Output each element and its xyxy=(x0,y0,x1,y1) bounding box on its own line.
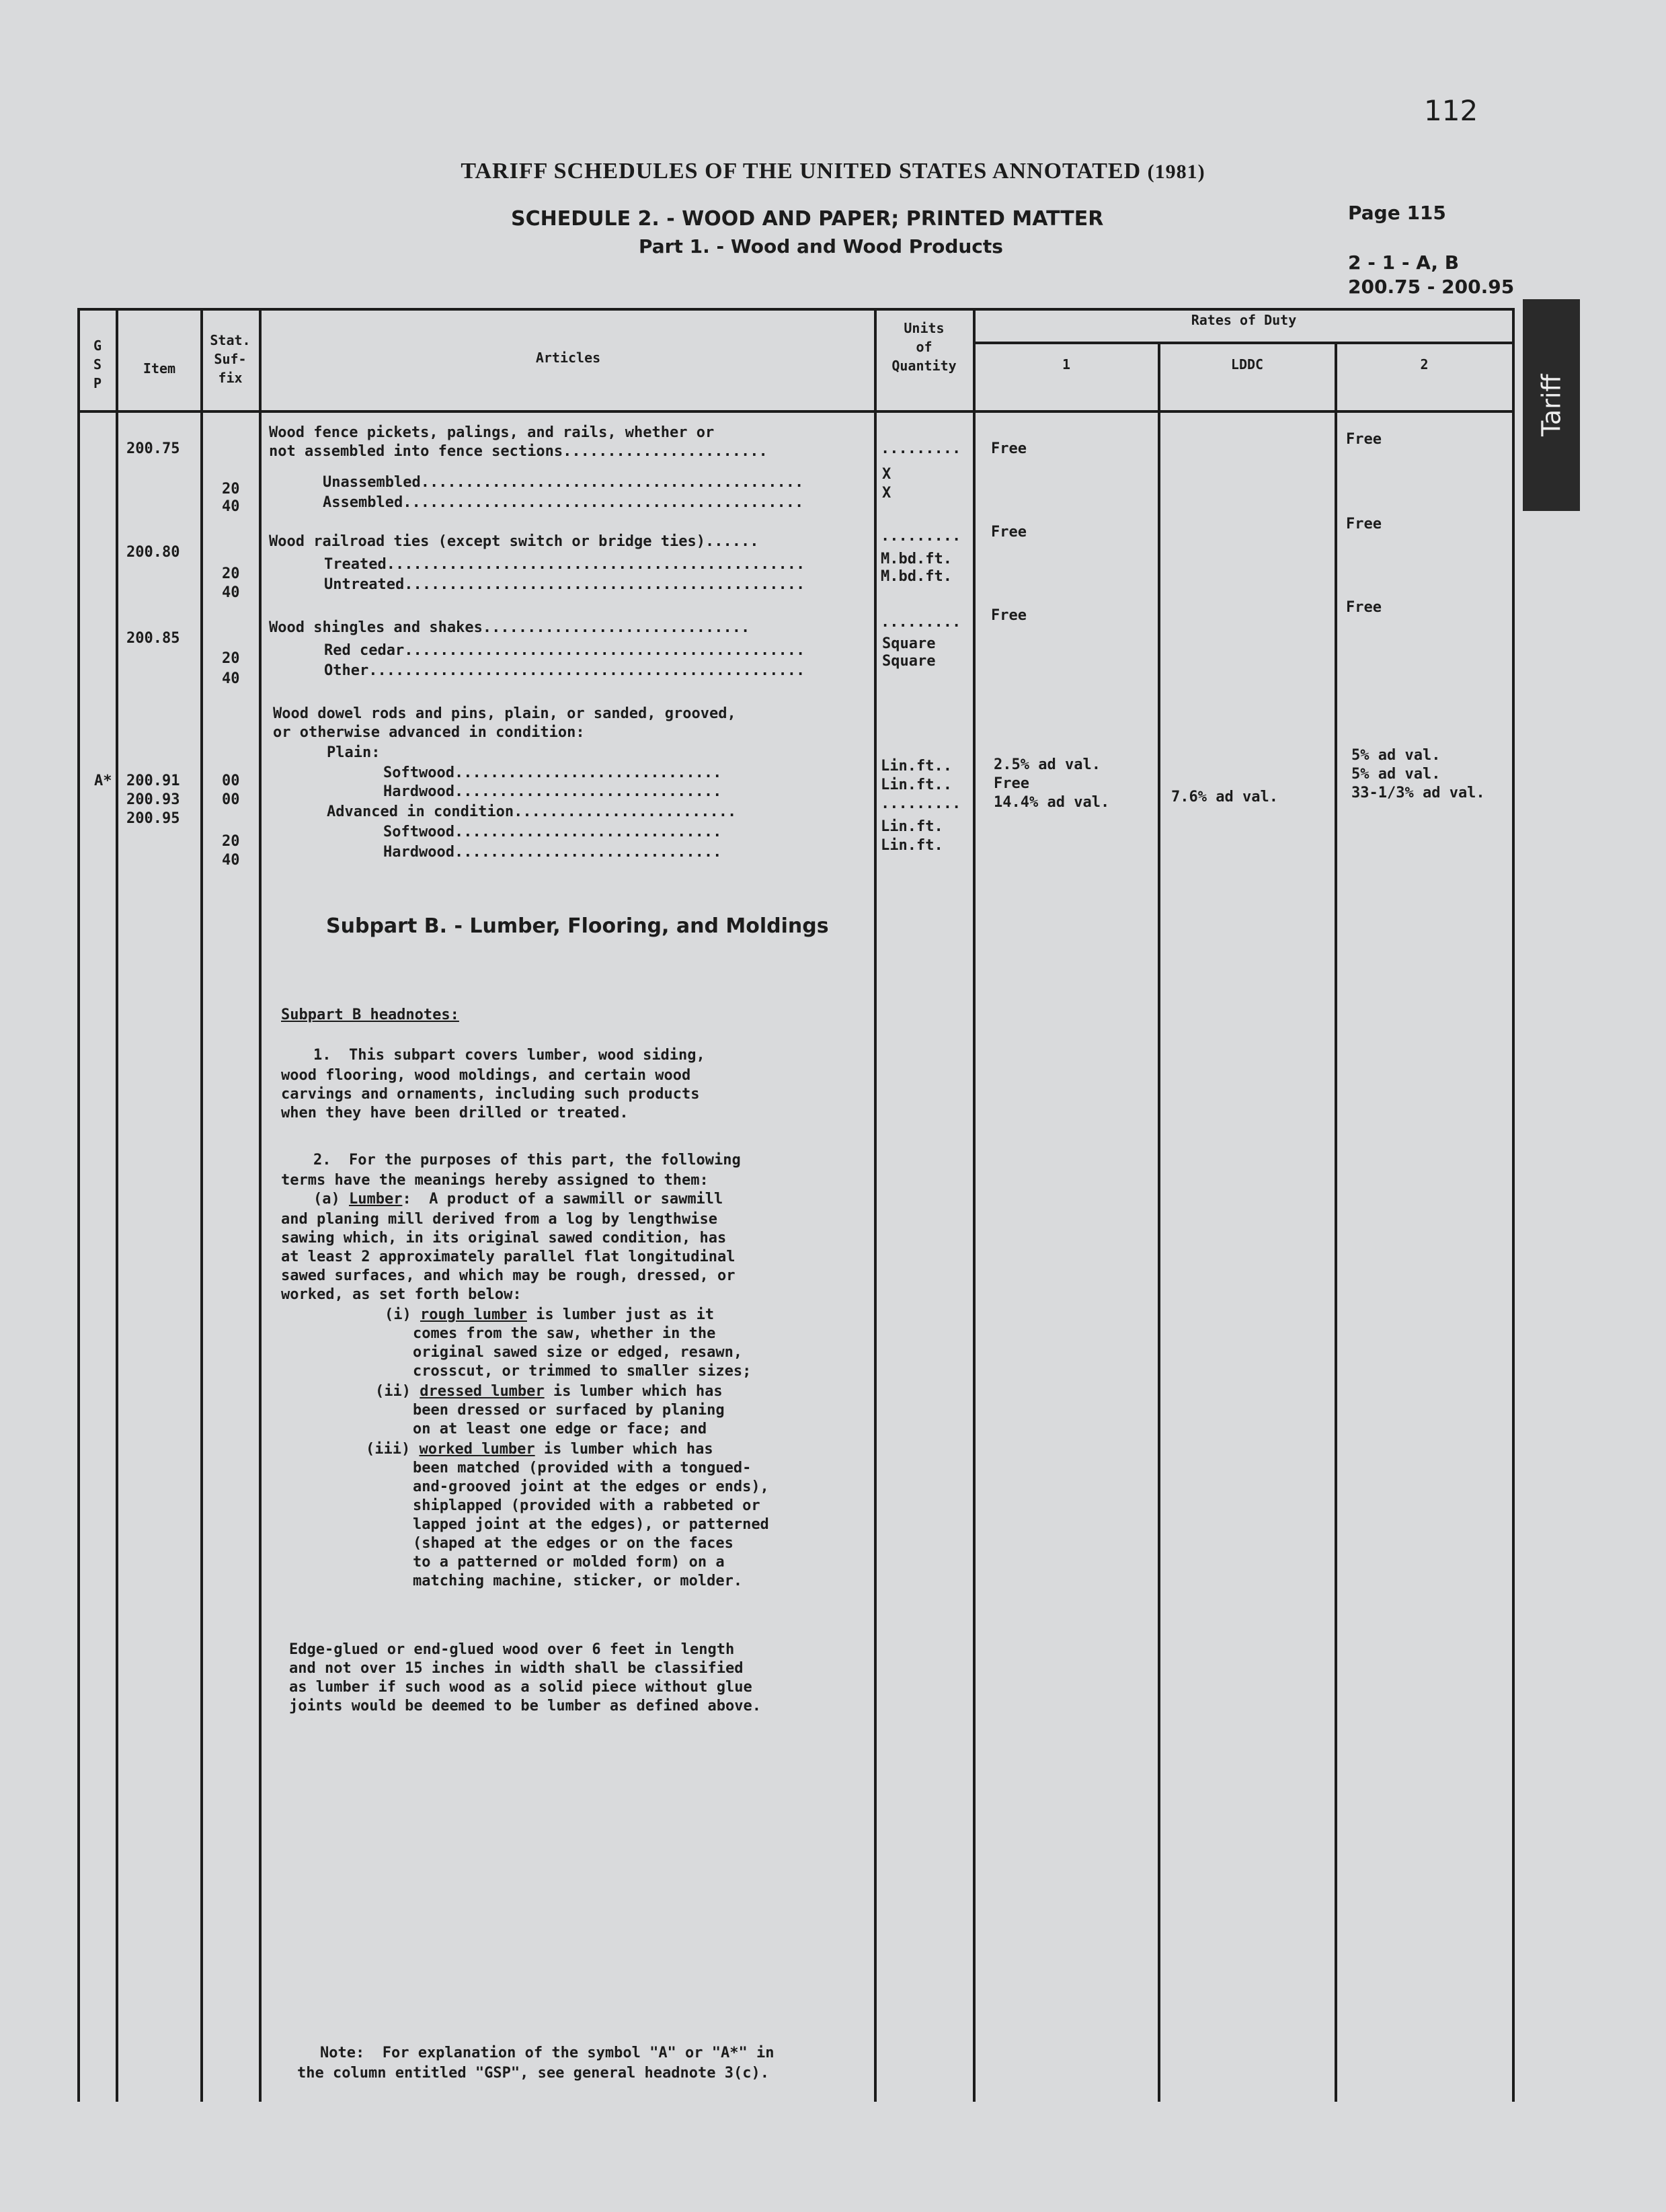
units-header xyxy=(875,319,973,375)
units-assembled: X xyxy=(882,485,891,502)
definition-worked-line: lapped joint at the edges), or patterned xyxy=(413,1516,769,1533)
units-200-91: Lin.ft.. xyxy=(881,758,952,775)
definition-a-rest: : A product of a sawmill or sawmill xyxy=(402,1191,723,1208)
article-shingles: Wood shingles and shakes.............................. xyxy=(269,619,750,636)
headnote-1-line: carvings and ornaments, including such products xyxy=(281,1086,700,1103)
definition-lumber-line: sawed surfaces, and which may be rough, dressed, or xyxy=(281,1267,736,1284)
article-red-cedar: Red cedar............................................. xyxy=(324,642,805,659)
footnote-line: Note: For explanation of the symbol "A" or "A*" in xyxy=(320,2045,775,2061)
rate2-header: 2 xyxy=(1420,356,1429,372)
rates-of-duty-header: Rates of Duty xyxy=(1191,312,1297,328)
gsp-200-91: A* xyxy=(94,773,112,789)
definition-worked-line: (shaped at the edges or on the faces xyxy=(413,1535,733,1552)
item-200-85: 200.85 xyxy=(126,630,180,647)
units-header-line3: Quantity xyxy=(891,358,957,374)
units-column-divider xyxy=(973,308,976,2102)
table-left-border xyxy=(77,308,80,2102)
rate1-200-85: Free xyxy=(991,607,1027,624)
units-other: Square xyxy=(882,653,936,670)
units-unassembled: X xyxy=(882,466,891,483)
title-text: TARIFF SCHEDULES OF THE UNITED STATES ANNOTATED xyxy=(461,159,1142,184)
article-other: Other................................................. xyxy=(324,662,805,679)
edge-glued-line: Edge-glued or end-glued wood over 6 feet in length xyxy=(289,1641,735,1658)
definition-rough-line: original sawed size or edged, resawn, xyxy=(413,1344,743,1361)
definition-i-rest: is lumber just as it xyxy=(526,1306,715,1323)
rate2-200-95: 33-1/3% ad val. xyxy=(1351,785,1485,801)
stat-header-line1: Stat. xyxy=(210,332,251,348)
gsp-header-p: P xyxy=(93,375,102,391)
units-200-75: ......... xyxy=(881,440,961,457)
definition-worked-line: to a patterned or molded form) on a xyxy=(413,1554,725,1571)
article-railroad-ties: Wood railroad ties (except switch or bridge ties)...... xyxy=(269,533,759,550)
stat-200-75-40: 40 xyxy=(222,498,240,515)
article-advanced-in-condition: Advanced in condition......................... xyxy=(327,803,737,820)
units-softwood-advanced: Lin.ft. xyxy=(881,818,943,835)
lddc-column-divider xyxy=(1335,342,1337,2102)
stat-200-95-40: 40 xyxy=(222,852,240,869)
article-unassembled: Unassembled........................................... xyxy=(323,474,804,491)
definition-i-label: (i) xyxy=(385,1306,420,1323)
item-header: Item xyxy=(143,360,176,377)
definition-worked-line: been matched (provided with a tongued- xyxy=(413,1460,752,1476)
headnote-1-line: when they have been drilled or treated. xyxy=(281,1105,629,1121)
rate2-200-91: 5% ad val. xyxy=(1351,747,1441,764)
part-heading: Part 1. - Wood and Wood Products xyxy=(639,235,1003,258)
headnote-1-line: 1. This subpart covers lumber, wood siding, xyxy=(313,1047,705,1064)
articles-column-divider xyxy=(874,308,877,2102)
stat-200-80-20: 20 xyxy=(222,565,240,582)
definition-dressed-line: on at least one edge or face; and xyxy=(413,1421,707,1437)
headnotes-heading: Subpart B headnotes: xyxy=(281,1006,459,1023)
stat-200-93: 00 xyxy=(222,791,240,808)
definition-lumber-line: worked, as set forth below: xyxy=(281,1286,522,1303)
rate1-200-93: Free xyxy=(994,775,1029,792)
article-fence-sections: not assembled into fence sections....................... xyxy=(269,443,768,460)
article-treated: Treated............................................... xyxy=(324,556,805,573)
stat-200-85-40: 40 xyxy=(222,670,240,687)
definition-worked-line: matching machine, sticker, or molder. xyxy=(413,1573,743,1589)
page-number: 112 xyxy=(1424,94,1478,127)
stat-header-line2: Suf- xyxy=(214,351,247,367)
article-fence-pickets: Wood fence pickets, palings, and rails, whether or xyxy=(269,424,715,441)
definition-ii-rest: is lumber which has xyxy=(544,1383,723,1400)
article-softwood-advanced: Softwood.............................. xyxy=(383,824,722,840)
edge-glued-line: as lumber if such wood as a solid piece without glue xyxy=(289,1679,752,1696)
stat-column-divider xyxy=(259,308,262,2102)
definition-ii-label: (ii) xyxy=(375,1383,420,1400)
definition-dressed-line: been dressed or surfaced by planing xyxy=(413,1402,725,1419)
title-year: (1981) xyxy=(1147,161,1205,183)
gsp-column-divider xyxy=(116,308,118,2102)
schedule-heading: SCHEDULE 2. - WOOD AND PAPER; PRINTED MATTER xyxy=(511,207,1104,231)
articles-header: Articles xyxy=(535,350,601,366)
definition-lumber-line: at least 2 approximately parallel flat longitudinal xyxy=(281,1249,736,1265)
article-hardwood-plain: Hardwood.............................. xyxy=(383,783,722,800)
rate2-200-80: Free xyxy=(1346,516,1382,532)
lddc-header: LDDC xyxy=(1230,356,1264,372)
lddc-200-95: 7.6% ad val. xyxy=(1171,789,1278,805)
stat-200-80-40: 40 xyxy=(222,584,240,601)
definition-lumber-line: and planing mill derived from a log by lengthwise xyxy=(281,1211,718,1228)
units-header-line1: Units xyxy=(904,320,945,336)
definition-lumber xyxy=(313,1190,723,1209)
definition-worked-line: shiplapped (provided with a rabbeted or xyxy=(413,1497,760,1514)
rate1-200-91: 2.5% ad val. xyxy=(994,756,1101,773)
tariff-tab-label: Tariff xyxy=(1536,374,1566,436)
definition-dressed-lumber xyxy=(375,1382,723,1401)
gsp-header xyxy=(79,336,116,393)
item-range: 200.75 - 200.95 xyxy=(1348,276,1515,298)
edge-glued-line: and not over 15 inches in width shall be classified xyxy=(289,1660,744,1677)
rate2-200-93: 5% ad val. xyxy=(1351,766,1441,783)
item-200-80: 200.80 xyxy=(126,544,180,561)
header-bottom-border xyxy=(77,410,1515,413)
definition-rough-line: crosscut, or trimmed to smaller sizes; xyxy=(413,1363,752,1380)
units-treated: M.bd.ft. xyxy=(881,551,952,567)
stat-200-95-20: 20 xyxy=(222,833,240,850)
rates-subheader-border xyxy=(973,342,1515,344)
subpart-b-title: Subpart B. - Lumber, Flooring, and Moldings xyxy=(326,914,829,938)
definition-iii-label: (iii) xyxy=(366,1441,420,1458)
page-reference: Page 115 xyxy=(1348,202,1446,224)
rate1-header: 1 xyxy=(1062,356,1071,372)
table-right-border xyxy=(1512,308,1515,2102)
definition-worked-line: and-grooved joint at the edges or ends), xyxy=(413,1478,769,1495)
article-hardwood-advanced: Hardwood.............................. xyxy=(383,844,722,861)
rate1-200-80: Free xyxy=(991,524,1027,541)
headnote-1-line: wood flooring, wood moldings, and certain wood xyxy=(281,1067,691,1084)
item-200-95: 200.95 xyxy=(126,810,180,827)
units-red-cedar: Square xyxy=(882,635,936,652)
edge-glued-line: joints would be deemed to be lumber as defined above. xyxy=(289,1698,761,1714)
rate1-200-75: Free xyxy=(991,440,1027,457)
units-untreated: M.bd.ft. xyxy=(881,568,952,585)
article-assembled: Assembled............................................. xyxy=(323,494,804,511)
definition-rough-line: comes from the saw, whether in the xyxy=(413,1325,716,1342)
rate2-200-75: Free xyxy=(1346,431,1382,448)
stat-suffix-header xyxy=(202,331,259,387)
units-200-95: ......... xyxy=(881,795,961,812)
headnote-2-line: terms have the meanings hereby assigned to them: xyxy=(281,1172,709,1189)
stat-200-85-20: 20 xyxy=(222,650,240,667)
units-200-85: ......... xyxy=(881,614,961,631)
rate1-200-95: 14.4% ad val. xyxy=(994,794,1110,811)
rate2-200-85: Free xyxy=(1346,599,1382,616)
units-header-line2: of xyxy=(916,339,933,355)
definition-a-term: Lumber xyxy=(348,1191,403,1208)
definition-ii-term: dressed lumber xyxy=(420,1383,545,1400)
definition-rough-lumber xyxy=(385,1306,714,1325)
definition-lumber-line: sawing which, in its original sawed condition, has xyxy=(281,1230,727,1247)
stat-header-line3: fix xyxy=(218,370,243,386)
rate1-column-divider xyxy=(1158,342,1160,2102)
item-200-93: 200.93 xyxy=(126,791,180,808)
article-untreated: Untreated............................................. xyxy=(324,576,805,593)
article-plain: Plain: xyxy=(327,744,381,761)
gsp-header-s: S xyxy=(93,356,102,372)
article-dowel-rods: Wood dowel rods and pins, plain, or sanded, grooved, xyxy=(273,705,736,722)
definition-worked-lumber xyxy=(366,1440,713,1459)
definition-iii-rest: is lumber which has xyxy=(534,1441,713,1458)
units-200-80: ......... xyxy=(881,528,961,545)
item-200-75: 200.75 xyxy=(126,440,180,457)
footnote-line: the column entitled "GSP", see general headnote 3(c). xyxy=(297,2065,769,2082)
section-reference: 2 - 1 - A, B xyxy=(1348,251,1460,274)
headnote-2-line: 2. For the purposes of this part, the following xyxy=(313,1152,741,1169)
definition-a-label: (a) xyxy=(313,1191,349,1208)
stat-200-91: 00 xyxy=(222,773,240,789)
stat-200-75-20: 20 xyxy=(222,481,240,498)
units-hardwood-advanced: Lin.ft. xyxy=(881,837,943,854)
definition-i-term: rough lumber xyxy=(420,1306,527,1323)
tariff-tab xyxy=(1523,299,1580,511)
units-200-93: Lin.ft.. xyxy=(881,777,952,793)
article-advanced-condition-note: or otherwise advanced in condition: xyxy=(273,724,585,741)
definition-iii-term: worked lumber xyxy=(419,1441,535,1458)
item-column-divider xyxy=(200,308,203,2102)
gsp-header-g: G xyxy=(93,338,102,354)
item-200-91: 200.91 xyxy=(126,773,180,789)
document-title xyxy=(0,159,1666,184)
article-softwood-plain: Softwood.............................. xyxy=(383,764,722,781)
